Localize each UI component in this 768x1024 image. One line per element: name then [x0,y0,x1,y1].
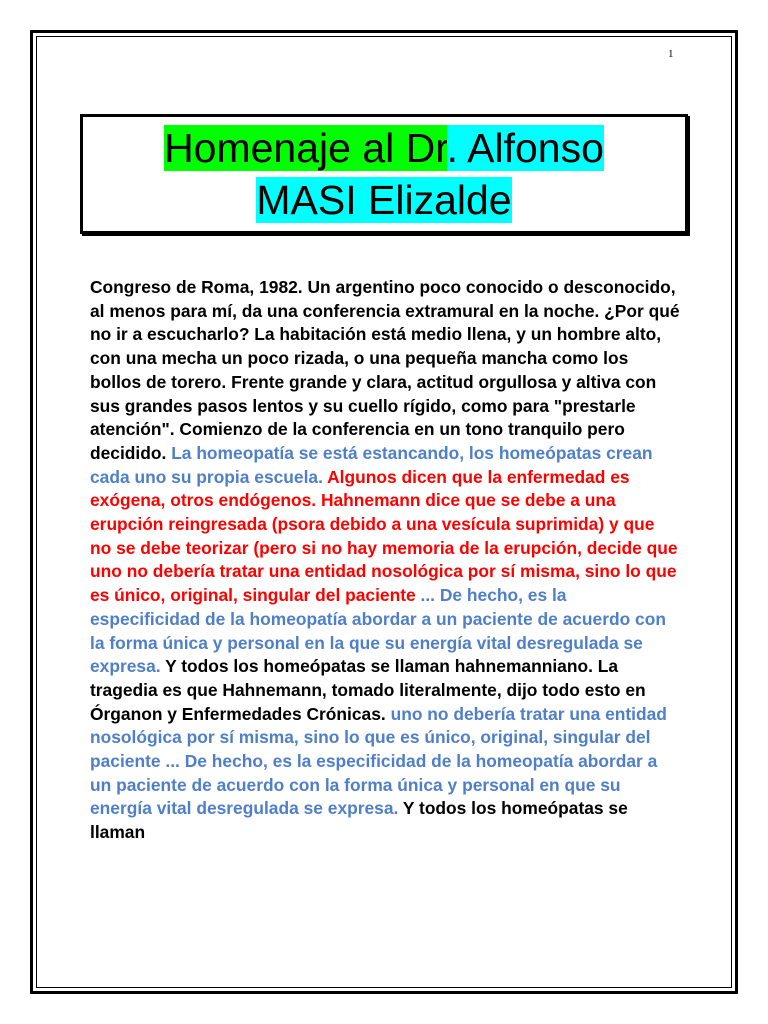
body-text-intro: Congreso de Roma, 1982. Un argentino poco conocido o desconocido, al menos para mí, da una conferencia extramural en la noche. ¿Por qué no ir a escucharlo? La habitación está medio llena, y un hombre alto, con una mecha un poco rizada, o una pequeña mancha como los bollos de torero. Frente grande y clara, actitud orgullosa y altiva con sus grandes pasos lentos y su cuello rígido, como para "prestarle atención". Comienzo de la conferencia en un tono tranquilo pero decidido. [90,277,680,463]
title-box [80,114,688,234]
body-text-red: Algunos dicen que la enfermedad es exógena, otros endógenos. Hahnemann dice que se debe a una erupción reingresada (psora debido a una vesícula suprimida) y que no se debe teorizar (pero si no hay memoria de la erupción, decide que uno no debería tratar una entidad nosológica por sí misma, sino lo que es único, original, singular del paciente [90,466,678,606]
title-line-2 [256,174,511,226]
title-highlight-cyan: . Alfonso [446,125,604,171]
body-text-black-2: Y todos los homeópatas se llaman hahnemanniano. La tragedia es que Hahnemann, tomado literalmente, dijo todo esto en Órganon y Enfermedades Crónicas. [90,656,646,724]
body-text-blue-3: uno no debería tratar una entidad nosológica por sí misma, sino lo que es único, original, singular del paciente ... De hecho, es la especificidad de la homeopatía abordar a un paciente de acuerdo con la forma única y personal en que su energía vital desregulada se expresa. [90,703,667,819]
page-number: 1 [668,48,674,60]
title-name-highlight: MASI Elizalde [256,177,512,223]
title-highlight-green: Homenaje al Dr [164,125,447,171]
body-text-blue-2: ... De hecho, es la especificidad de la homeopatía abordar a un paciente de acuerdo con la forma única y personal en la que su energía vital desregulada se expresa. [90,585,666,677]
body-text-blue-1: La homeopatía se está estancando, los homeópatas crean cada uno su propia escuela. [90,442,653,487]
title-line-1 [164,122,604,174]
body-text-black-3: Y todos los homeópatas se llaman [90,798,628,843]
body-paragraph [90,276,680,845]
